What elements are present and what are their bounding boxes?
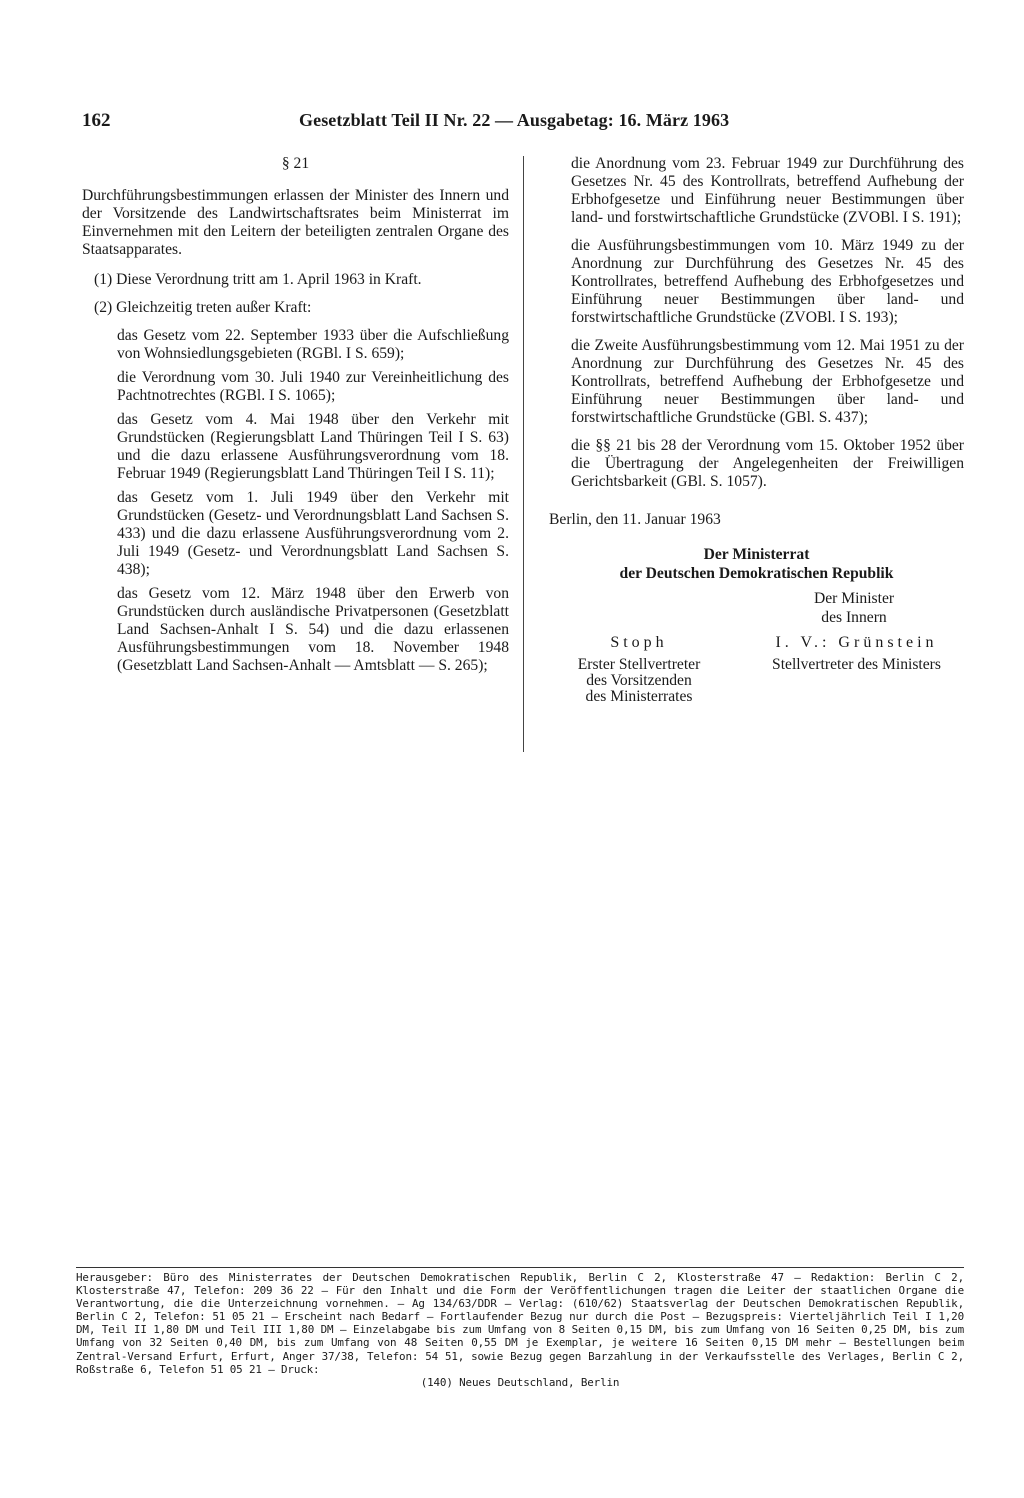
- minister-line-1: Der Minister: [813, 590, 895, 607]
- repealed-item: die Zweite Ausführungsbestimmung vom 12. Mai 1951 zu der Anordnung zur Durchführung des Gesetzes Nr. 45 des Kontrollrats, betreffend Aufhebung der Erbhofgesetze und Einführung neuer Bestimmungen über land- und forstwirtschaftliche Grundstücke (GBl. S. 437);: [571, 337, 964, 426]
- repealed-item: die Anordnung vom 23. Februar 1949 zur Durchführung des Gesetzes Nr. 45 des Kontrollrats, betreffend Aufhebung der Erbhofgesetze und Einführung neuer Bestimmungen über land- und forstwirtschaftliche Grundstücke (ZVOBl. I S. 191);: [571, 155, 964, 226]
- signature-block: [549, 545, 964, 705]
- column-divider: [523, 156, 524, 752]
- footer-rule: [76, 1267, 964, 1268]
- left-column: [82, 155, 509, 681]
- item-2: (2) Gleichzeitig treten außer Kraft:: [94, 299, 312, 316]
- repealed-item: die Verordnung vom 30. Juli 1940 zur Vereinheitlichung des Pachtnotrechtes (RGBl. I S. 1065);: [117, 369, 509, 404]
- repealed-item: das Gesetz vom 4. Mai 1948 über den Verkehr mit Grundstücken (Regierungsblatt Land Thüringen Teil I S. 63) und die dazu erlassene Ausführungsverordnung vom 18. Februar 1949 (Regierungsblatt Land Thüringen Teil I S. 11);: [117, 411, 509, 482]
- repealed-item: das Gesetz vom 1. Juli 1949 über den Verkehr mit Grundstücken (Gesetz- und Verordnungsblatt Land Sachsen S. 433) und die dazu erlassene Ausführungsverordnung vom 2. Juli 1949 (Gesetz- und Verordnungsblatt Land Sachsen S. 438);: [117, 489, 509, 578]
- council-line-1: Der Ministerrat: [703, 546, 810, 563]
- repealed-item: das Gesetz vom 12. März 1948 über den Erwerb von Grundstücken durch ausländische Privatpersonen (Gesetzblatt Land Sachsen-Anhalt I S. 54) und die dazu erlassenen Ausführungsbestimmungen vom 18. November 1948 (Gesetzblatt Land Sachsen-Anhalt — Amtsblatt — S. 265);: [117, 585, 509, 674]
- minister-line-2: des Innern: [821, 609, 887, 626]
- signature-gruenstein: [749, 635, 964, 673]
- signature-stoph: [549, 635, 729, 705]
- section-paragraph: Durchführungsbestimmungen erlassen der Minister des Innern und der Vorsitzende des Landwirtschaftsrates beim Ministerrat im Einvernehmen mit den Leitern der beteiligten zentralen Organe des Staatsapparates.: [82, 187, 509, 258]
- imprint-last-line: (140) Neues Deutschland, Berlin: [420, 1375, 620, 1389]
- imprint-text: Herausgeber: Büro des Ministerrates der Deutschen Demokratischen Republik, Berlin C 2, Klosterstraße 47 – Redaktion: Berlin C 2, Klosterstraße 47, Telefon: 209 36 22 – Für den Inhalt und die Form der Veröffentlichungen tragen die Leiter der staatlichen Organe die Verantwortung, die die Unterzeichnung vornehmen. – Ag 134/63/DDR – Verlag: (610/62) Staatsverlag der Deutschen Demokratischen Republik, Berlin C 2, Telefon: 51 05 21 – Erscheint nach Bedarf – Fortlaufender Bezug nur durch die Post – Bezugspreis: Vierteljährlich Teil I 1,20 DM, Teil II 1,80 DM und Teil III 1,80 DM – Einzelabgabe bis zum Umfang von 8 Seiten 0,15 DM, bis zum Umfang von 16 Seiten 0,25 DM, bis zum Umfang von 32 Seiten 0,40 DM, bis zum Umfang von 48 Seiten 0,55 DM je Exemplar, je weitere 16 Seiten 0,15 DM mehr – Bestellungen beim Zentral-Versand Erfurt, Erfurt, Anger 37/38, Telefon: 54 51, sowie Bezug gegen Barzahlung in der Verkaufsstelle des Verlages, Berlin C 2, Roßstraße 6, Telefon 51 05 21 – Druck:: [76, 1271, 964, 1376]
- repealed-item: die §§ 21 bis 28 der Verordnung vom 15. Oktober 1952 über die Übertragung der Angelegenheiten der Freiwilligen Gerichtsbarkeit (GBl. S. 1057).: [571, 437, 964, 490]
- minister-title: [759, 589, 949, 627]
- council-name: [549, 545, 964, 583]
- signatory-role: Erster Stellvertreter: [577, 656, 701, 673]
- repealed-item: die Ausführungsbestimmungen vom 10. März 1949 zu der Anordnung zur Durchführung des Gesetzes Nr. 45 des Kontrollrates, betreffend Aufhebung des Erbhofgesetzes und Einführung neuer Bestimmungen über land- und forstwirtschaftliche Grundstücke (ZVOBl. I S. 193);: [571, 237, 964, 326]
- signatory-role: des Vorsitzenden: [586, 672, 692, 689]
- section-heading: § 21: [281, 155, 310, 172]
- imprint: [76, 1271, 964, 1389]
- running-title: Gesetzblatt Teil II Nr. 22 — Ausgabetag: 16. März 1963: [299, 110, 730, 130]
- right-column: [549, 155, 964, 705]
- page-header: [82, 110, 962, 134]
- signatory-name: Stoph: [610, 634, 668, 651]
- item-1: (1) Diese Verordnung tritt am 1. April 1963 in Kraft.: [94, 271, 422, 288]
- signatory-name: I. V.: Grünstein: [775, 634, 938, 651]
- repealed-item: das Gesetz vom 22. September 1933 über die Aufschließung von Wohnsiedlungsgebieten (RGBl. I S. 659);: [117, 327, 509, 362]
- council-line-2: der Deutschen Demokratischen Republik: [619, 565, 894, 582]
- signatory-role: Stellvertreter des Ministers: [772, 656, 941, 673]
- place-date: Berlin, den 11. Januar 1963: [549, 511, 721, 528]
- signatory-role: des Ministerrates: [585, 688, 693, 705]
- page-number: 162: [82, 110, 111, 131]
